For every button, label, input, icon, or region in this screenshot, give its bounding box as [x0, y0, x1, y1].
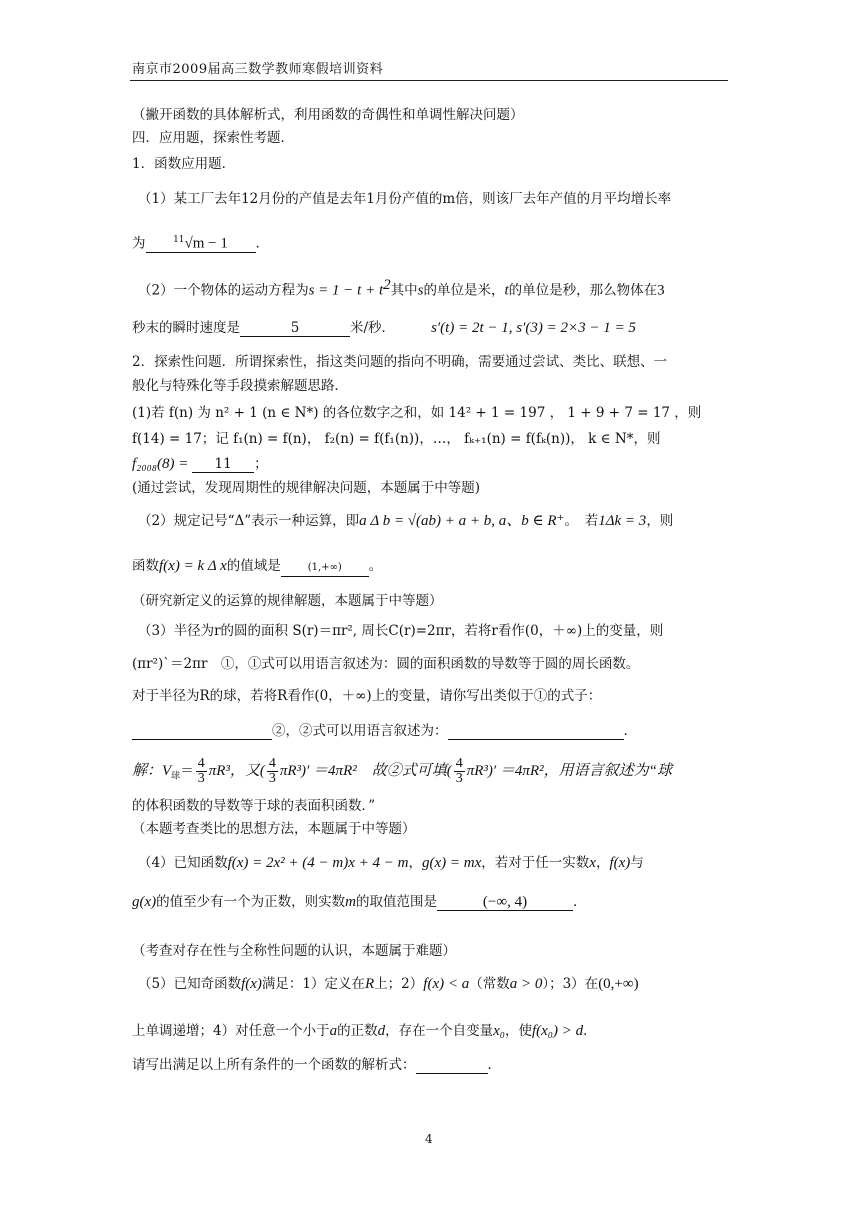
note-text: (通过尝试，发现周期性的规律解决问题，本题属于中等题) — [132, 480, 481, 496]
answer-value: m − 1 — [192, 235, 228, 252]
answer-blank: 11 — [192, 456, 254, 473]
answer-blank: (−∞, 4) — [437, 894, 573, 911]
text-span: （常数 — [469, 976, 510, 992]
text-span: πR³)′ ＝4πR² 故②式可填( — [279, 763, 452, 779]
subscript: 球 — [171, 771, 181, 782]
variable: a — [329, 1023, 338, 1039]
header-divider — [130, 80, 728, 81]
running-header: 南京市2009届高三数学教师寒假培训资料 — [132, 62, 384, 77]
equation: f(x) = k Δ x — [159, 558, 227, 574]
text-span: ． — [583, 1023, 597, 1039]
text-span: ． — [623, 723, 637, 739]
answer-blank: (1,+∞) — [281, 560, 369, 577]
fraction-denominator: 3 — [455, 771, 463, 786]
text-span: ②，②式可以用语言叙述为： — [272, 723, 448, 739]
equation: f(x) — [609, 855, 631, 871]
variable: R — [365, 976, 375, 992]
text-span: 函数 — [132, 558, 159, 574]
problem-text: （3）半径为r的圆的面积 S(r)＝πr², 周长C(r)=2πr，若将r看作(0，＋∞)上的变量，则 — [138, 623, 664, 639]
solution-equation: s′(t) = 2t − 1, s′(3) = 2×3 − 1 = 5 — [431, 320, 636, 336]
fraction — [454, 757, 465, 786]
solution-line — [132, 756, 672, 792]
root-index: 11 — [173, 235, 185, 245]
problem-text: (πr²)`＝2πr ①，①式可以用语言叙述为：圆的面积函数的导数等于圆的周长函数。 — [132, 656, 640, 672]
text-span: ，存在一个自变量 — [385, 1023, 494, 1039]
fraction-numerator: 4 — [197, 756, 205, 771]
text-span: ， — [408, 855, 422, 871]
text-span: 满足：1）定义在 — [261, 976, 366, 992]
text-span: πR³)′ ＝4πR²，用语言叙述为“球 — [466, 763, 672, 779]
fill-in-line — [132, 722, 637, 740]
problem-text — [138, 975, 639, 993]
section-heading: 四．应用题，探索性考题． — [132, 130, 294, 146]
variable: t — [504, 282, 509, 299]
note-text: （本题考查类比的思想方法，本题属于中等题） — [132, 821, 416, 837]
fraction-numerator: 4 — [268, 756, 276, 771]
text-span: 的正数 — [337, 1023, 378, 1039]
problem-text: (1)若 f(n) 为 n² + 1 (n ∈ N*) 的各位数字之和，如 14² + 1 = 197 ， 1 + 9 + 7 = 17 ，则 — [132, 405, 702, 421]
answer-blank — [448, 723, 624, 740]
problem-text — [138, 854, 644, 872]
equation: g(x) — [132, 894, 157, 910]
fraction-denominator: 3 — [197, 771, 205, 786]
text-span: （2）一个物体的运动方程为 — [138, 282, 309, 299]
variable: x₀ — [493, 1023, 505, 1039]
text-span: ＝ — [180, 763, 194, 779]
text-span: 秒末的瞬时速度是 — [132, 320, 240, 336]
text-span: 的取值范围是 — [356, 894, 437, 910]
text-span: ． — [487, 1057, 501, 1073]
text-span: 的单位是秒，那么物体在 — [508, 282, 658, 299]
text-span: 为 — [132, 235, 146, 252]
variable: x — [589, 855, 596, 871]
fill-in-line — [132, 1056, 501, 1074]
fraction-denominator: 3 — [268, 771, 276, 786]
problem-text: 对于半径为R的球，若将R看作(0，＋∞)上的变量，请你写出类似于①的式子： — [132, 688, 602, 704]
problem-text — [138, 512, 673, 530]
answer-blank: 5 — [240, 320, 350, 337]
answer-blank — [416, 1057, 488, 1074]
text-span: ，则 — [646, 513, 674, 529]
equation: a > 0 — [509, 976, 543, 992]
text-line: 般化与特殊化等手段摸索解题思路． — [132, 378, 348, 394]
answer-blank — [132, 723, 272, 740]
text-span: ，若对于任一实数 — [481, 855, 590, 871]
answer-line — [132, 455, 268, 473]
text-span: （4）已知函数 — [138, 855, 228, 871]
problem-text: （1）某工厂去年12月份的产值是去年1月份产值的m倍，则该厂去年产值的月平均增长率 — [138, 191, 672, 207]
equation: g(x) = mx — [422, 855, 482, 871]
fraction — [267, 757, 278, 786]
text-span: 解：V — [132, 763, 172, 779]
radical-sign: √ — [184, 235, 193, 252]
variable: s — [417, 282, 424, 299]
note-text: （考查对存在性与全称性问题的认识，本题属于难题） — [132, 943, 456, 959]
answer-blank — [146, 232, 256, 253]
fraction — [196, 757, 207, 786]
answer-line — [132, 232, 269, 253]
page-number: 4 — [425, 1132, 433, 1146]
note-text: （研究新定义的运算的规律解题，本题属于中等题） — [132, 593, 443, 609]
text-span: ； — [254, 456, 268, 472]
equation: s = 1 − t + t — [308, 282, 384, 299]
text-span: 与 — [630, 855, 644, 871]
equation: f(x) < a — [423, 976, 470, 992]
text-span: 的单位是米， — [423, 282, 505, 299]
text-span: （2）规定记号“Δ”表示一种运算，即 — [138, 513, 360, 529]
variable: d — [377, 1023, 386, 1039]
text-span: 米/秒． — [350, 320, 396, 336]
text-span: 。 若 — [564, 513, 599, 529]
text-span: 上单调递增；4）对任意一个小于 — [132, 1023, 330, 1039]
exponent: 2 — [383, 277, 391, 293]
text-span: ， — [595, 855, 610, 871]
equation: a Δ b = √(ab) + a + b, a、b ∈ R⁺ — [359, 513, 565, 529]
equation: f(x) — [241, 976, 262, 992]
text-span: 的值域是 — [226, 558, 281, 574]
text-line: （撇开函数的具体解析式，利用函数的奇偶性和单调性解决问题） — [132, 107, 524, 123]
fraction-numerator: 4 — [455, 756, 463, 771]
text-span: ． — [573, 894, 587, 910]
text-span: 。 — [368, 558, 383, 574]
text-span: 其中 — [390, 282, 418, 299]
answer-line — [132, 893, 587, 911]
text-span: 上；2） — [374, 976, 424, 992]
text-span: πR³，又( — [208, 763, 265, 779]
solution-line: 的体积函数的导数等于球的表面积函数．” — [132, 798, 376, 814]
text-span: 请写出满足以上所有条件的一个函数的解析式： — [132, 1057, 416, 1073]
problem-text — [138, 276, 665, 300]
problem-text: f(14) = 17；记 f₁(n) = f(n)， f₂(n) = f(f₁(n))，…， fₖ₊₁(n) = f(fₖ(n))， k ∈ N*，则 — [132, 431, 661, 447]
equation: f(x₀) > d — [531, 1023, 584, 1039]
equation: 1Δk = 3 — [598, 513, 647, 529]
problem-text — [132, 1022, 597, 1040]
text-span: （5）已知奇函数 — [138, 976, 242, 992]
equation: f₂₀₀₈(8) = — [132, 456, 193, 472]
subsection-heading: 1．函数应用题． — [132, 156, 236, 172]
answer-line — [132, 319, 636, 337]
interval: (0,+∞) — [598, 976, 639, 992]
text-span: ，使 — [504, 1023, 532, 1039]
equation: f(x) = 2x² + (4 − m)x + 4 − m — [227, 855, 409, 871]
answer-line — [132, 557, 382, 577]
text-span: 的值至少有一个为正数，则实数 — [156, 894, 346, 910]
text-line: 2．探索性问题．所谓探索性，指这类问题的指向不明确，需要通过尝试、类比、联想、一 — [132, 354, 668, 370]
text-span: ）；3）在 — [542, 976, 599, 992]
text-span: ． — [255, 235, 269, 252]
number: 3 — [657, 282, 665, 299]
variable: m — [345, 894, 356, 910]
